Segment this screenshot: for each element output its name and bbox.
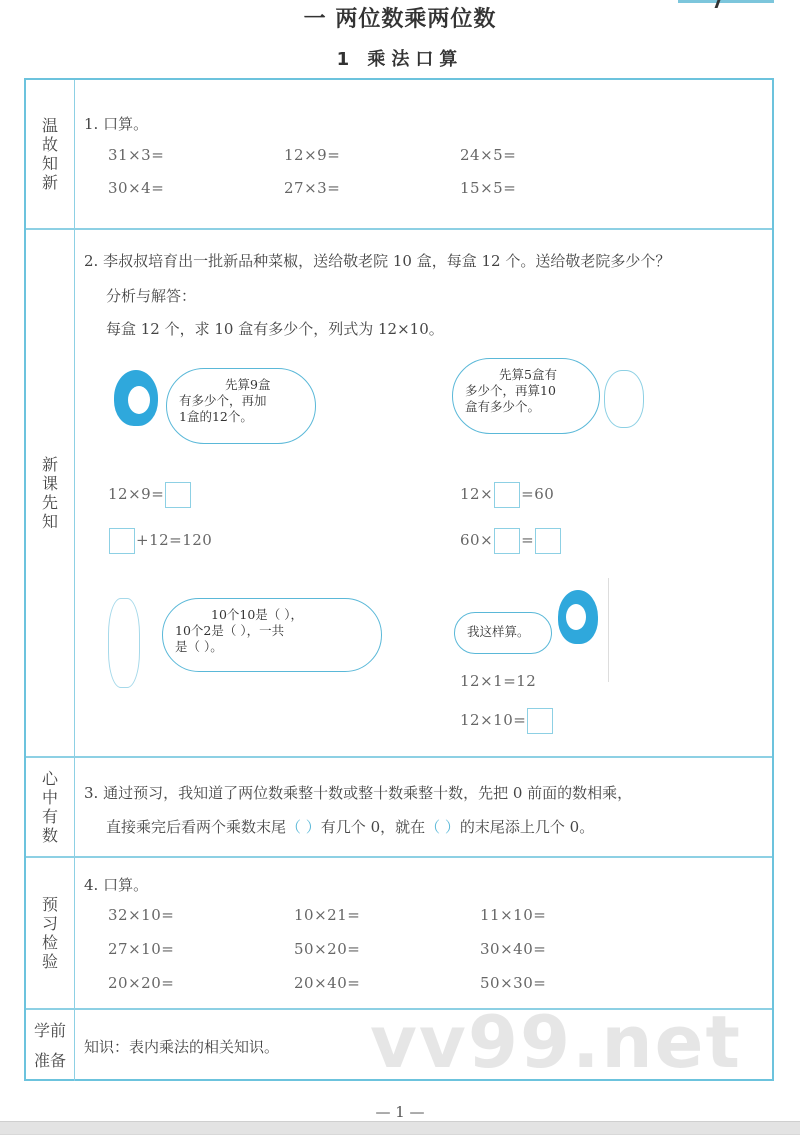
section-label: 心中有数 <box>26 758 75 856</box>
speech-bubble-monkey: 先算9盒 有多少个，再加 1盒的12个。 <box>166 368 316 444</box>
analysis-text: 每盒 12 个，求 10 盒有多少个，列式为 12×10。 <box>106 320 444 338</box>
section-label: 学前准备 <box>26 1010 75 1081</box>
page-gutter <box>0 1121 800 1135</box>
blank-paren[interactable]: （ ） <box>286 818 321 836</box>
section-label: 温故知新 <box>26 80 75 228</box>
equation: 50×20= <box>294 940 361 958</box>
equation-box-plus-12: +12=120 <box>108 528 212 554</box>
equation: 50×30= <box>480 974 547 992</box>
equation-12x10: 12×10= <box>460 708 554 734</box>
answer-box[interactable] <box>109 528 135 554</box>
equation-12xbox: 12× =60 <box>460 482 554 508</box>
equation: 11×10= <box>480 906 547 924</box>
equation: 15×5= <box>460 179 517 197</box>
prep-text: 知识：表内乘法的相关知识。 <box>84 1038 280 1056</box>
equation: 27×3= <box>284 179 341 197</box>
cat-illustration-icon <box>604 370 644 428</box>
section-new-lesson <box>26 230 772 758</box>
answer-box[interactable] <box>535 528 561 554</box>
equation: 31×3= <box>108 146 165 164</box>
worksheet-table <box>24 78 774 1081</box>
equation: 10×21= <box>294 906 361 924</box>
divider <box>608 578 609 682</box>
section-label: 新课先知 <box>26 230 75 756</box>
question-3-line-1: 3. 通过预习，我知道了两位数乘整十数或整十数乘整十数，先把 0 前面的数相乘， <box>84 784 633 802</box>
section-summary <box>26 758 772 858</box>
analysis-label: 分析与解答： <box>106 287 197 305</box>
equation: 12×9= <box>284 146 341 164</box>
equation: 27×10= <box>108 940 175 958</box>
section-review <box>26 80 772 230</box>
equation: 20×40= <box>294 974 361 992</box>
speech-bubble-rabbit: 10个10是（ ）， 10个2是（ ），一共 是（ ）。 <box>162 598 382 672</box>
monkey-face-icon <box>566 604 586 630</box>
section-check <box>26 858 772 1010</box>
answer-box[interactable] <box>527 708 553 734</box>
speech-bubble-monkey-2: 我这样算。 <box>454 612 552 654</box>
question-1: 1. 口算。 <box>84 115 149 133</box>
question-3-line-2: 直接乘完后看两个乘数末尾（ ）有几个 0，就在（ ）的末尾添上几个 0。 <box>106 818 595 836</box>
equation-12x9: 12×9= <box>108 482 192 508</box>
equation: 32×10= <box>108 906 175 924</box>
question-4: 4. 口算。 <box>84 876 149 894</box>
equation: 20×20= <box>108 974 175 992</box>
rabbit-illustration-icon <box>108 598 140 688</box>
monkey-face-icon <box>128 386 150 414</box>
equation-60xbox: 60× = <box>460 528 562 554</box>
page-number: — 1 — <box>375 1103 425 1121</box>
answer-box[interactable] <box>494 482 520 508</box>
answer-box[interactable] <box>494 528 520 554</box>
equation-12x1: 12×1=12 <box>460 672 537 690</box>
chapter-title: 一 两位数乘两位数 <box>303 6 497 32</box>
blank-paren[interactable]: （ ） <box>425 818 460 836</box>
speech-bubble-cat: 先算5盒有 多少个，再算10 盒有多少个。 <box>452 358 600 434</box>
question-2: 2. 李叔叔培育出一批新品种菜椒，送给敬老院 10 盒，每盒 12 个。送给敬老院多少个？ <box>84 252 671 270</box>
equation: 30×4= <box>108 179 165 197</box>
equation: 30×40= <box>480 940 547 958</box>
answer-box[interactable] <box>165 482 191 508</box>
equation: 24×5= <box>460 146 517 164</box>
lesson-title: 1 乘法口算 <box>336 49 464 70</box>
watermark: vv99.net <box>370 1000 742 1084</box>
section-label: 预习检验 <box>26 858 75 1008</box>
